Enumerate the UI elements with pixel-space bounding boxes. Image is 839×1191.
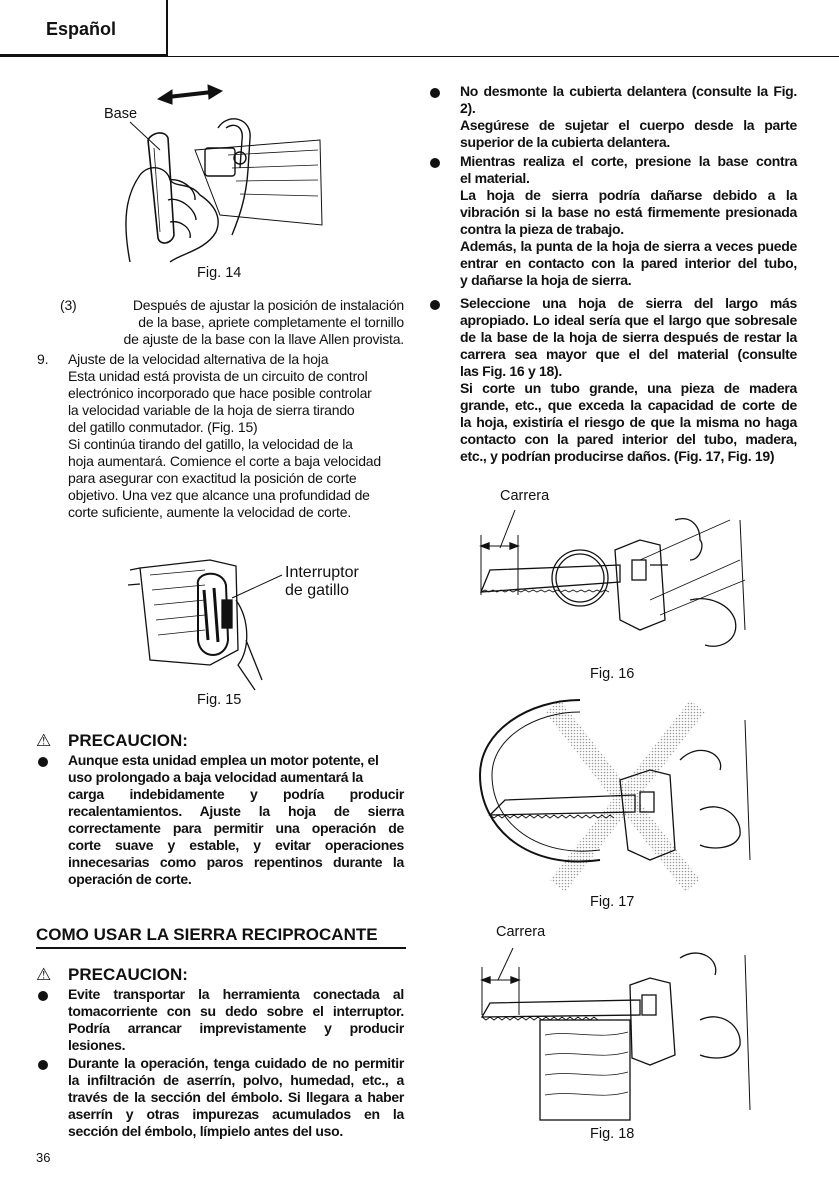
step3-line: de la base, apriete completamente el tornillo — [138, 314, 404, 330]
right-line: 2). — [460, 100, 476, 116]
caution2-line: tomacorriente con su dedo sobre el interruptor. — [68, 1003, 404, 1019]
caution1-line: carga indebidamente y podría producir — [68, 786, 404, 802]
right-line: las Fig. 16 y 18). — [460, 363, 562, 379]
caution1-line: operación de corte. — [68, 871, 192, 887]
caution1-warning-icon: ⚠ — [36, 731, 52, 750]
fig17-caption: Fig. 17 — [590, 894, 635, 910]
caution1-line: Aunque esta unidad emplea un motor potente, el — [68, 752, 379, 768]
right-line: contra la pieza de trabajo. — [460, 221, 624, 237]
item9-title: Ajuste de la velocidad alternativa de la hoja — [68, 351, 329, 367]
item9-line: corte suficiente, aumente la velocidad de corte. — [68, 504, 352, 520]
fig18-caption: Fig. 18 — [590, 1126, 635, 1142]
right-line: La hoja de sierra podría dañarse debido a la — [460, 187, 797, 203]
caution1-line: corte suave y estable, y evitar operaciones — [68, 837, 404, 853]
right-line: carrera sea mayor que el del material (consulte — [460, 346, 797, 362]
fig16-caption: Fig. 16 — [590, 666, 635, 682]
right-line: de la base de la hoja de sierra después de restar la — [460, 329, 797, 345]
item9-line: Esta unidad está provista de un circuito de control — [68, 368, 368, 384]
caution2-line: Evite transportar la herramienta conectada al — [68, 986, 404, 1002]
right-line: apropiado. Lo ideal sería que el largo que sobresale — [460, 312, 797, 328]
right-line: grande, etc., que exceda la capacidad de corte de — [460, 397, 797, 413]
caution1-line: uso prolongado a baja velocidad aumentará la — [68, 769, 363, 785]
fig14-base-label: Base — [104, 106, 138, 122]
item9-line: para asegurar con exactitud la posición de corte — [68, 470, 357, 486]
caution2-line: lesiones. — [68, 1037, 126, 1053]
right-line: el material. — [460, 170, 530, 186]
item9-line: Si continúa tirando del gatillo, la velocidad de la — [68, 436, 353, 452]
right-line: Asegúrese de sujetar el cuerpo desde la parte — [460, 117, 797, 133]
item9-line: objetivo. Una vez que alcance una profundidad de — [68, 487, 370, 503]
right-line: vibración si la base no está firmemente presionada — [460, 204, 797, 220]
right-line: Si corte un tubo grande, una pieza de madera — [460, 380, 797, 396]
fig15-label-line: Interruptor — [285, 564, 359, 581]
fig14-caption: Fig. 14 — [197, 265, 242, 281]
step3-number: (3) — [60, 297, 77, 313]
fig15-label-line: de gatillo — [285, 582, 350, 599]
fig16-carrera-label: Carrera — [500, 488, 550, 504]
page-number: 36 — [36, 1150, 51, 1165]
fig15-caption: Fig. 15 — [197, 692, 242, 708]
fig18-carrera-label: Carrera — [496, 924, 546, 940]
caution2-line: través de la sección del émbolo. Si llegara a haber — [68, 1089, 404, 1105]
caution2-warning-icon: ⚠ — [36, 965, 52, 984]
caution1-line: correctamente para permitir una operación de — [68, 820, 404, 836]
caution1-title: PRECAUCION: — [68, 731, 188, 750]
right-line: Seleccione una hoja de sierra del largo más — [460, 295, 797, 311]
item9-line: hoja aumentará. Comience el corte a baja velocidad — [68, 453, 381, 469]
caution2-line: sección del émbolo, límpielo antes del uso. — [68, 1123, 343, 1139]
right-line: superior de la cubierta delantera. — [460, 134, 670, 150]
caution1-line: innecesarias como paros repentinos durante la — [68, 854, 404, 870]
item9-line: del gatillo conmutador. (Fig. 15) — [68, 419, 258, 435]
caution2-line: aserrín y otras impurezas acumulados en la — [68, 1106, 404, 1122]
step3-line: Después de ajustar la posición de instalación — [132, 297, 404, 313]
section-title: COMO USAR LA SIERRA RECIPROCANTE — [36, 925, 406, 949]
caution2-title: PRECAUCION: — [68, 965, 188, 984]
step3-line: de ajuste de la base con la llave Allen provista. — [123, 331, 404, 347]
right-line: Además, la punta de la hoja de sierra a veces puede — [460, 238, 797, 254]
right-line: etc., y podrían producirse daños. (Fig. 17, Fig. 19) — [460, 448, 775, 464]
right-line: entrar en contacto con la pared interior del tubo, — [460, 255, 797, 271]
caution2-line: Podría arrancar imprevistamente y producir — [68, 1020, 404, 1036]
caution2-line: la infiltración de aserrín, polvo, humedad, etc., a — [68, 1072, 404, 1088]
item9-line: electrónico incorporado que hace posible controlar — [68, 385, 372, 401]
right-line: No desmonte la cubierta delantera (consulte la Fig. — [460, 83, 797, 99]
item9-line: la velocidad variable de la hoja de sierra tirando — [68, 402, 355, 418]
caution1-line: recalentamientos. Ajuste la hoja de sierra — [68, 803, 404, 819]
right-line: la hoja, existiría el riesgo de que la misma no haga — [460, 414, 797, 430]
item9-number: 9. — [37, 351, 49, 367]
right-line: Mientras realiza el corte, presione la base contra — [460, 153, 797, 169]
right-line: contacto con la pared interior del tubo, madera, — [460, 431, 797, 447]
language-label: Español — [46, 19, 117, 39]
caution2-line: Durante la operación, tenga cuidado de no permitir — [68, 1055, 404, 1071]
right-line: y dañarse la hoja de sierra. — [460, 272, 632, 288]
